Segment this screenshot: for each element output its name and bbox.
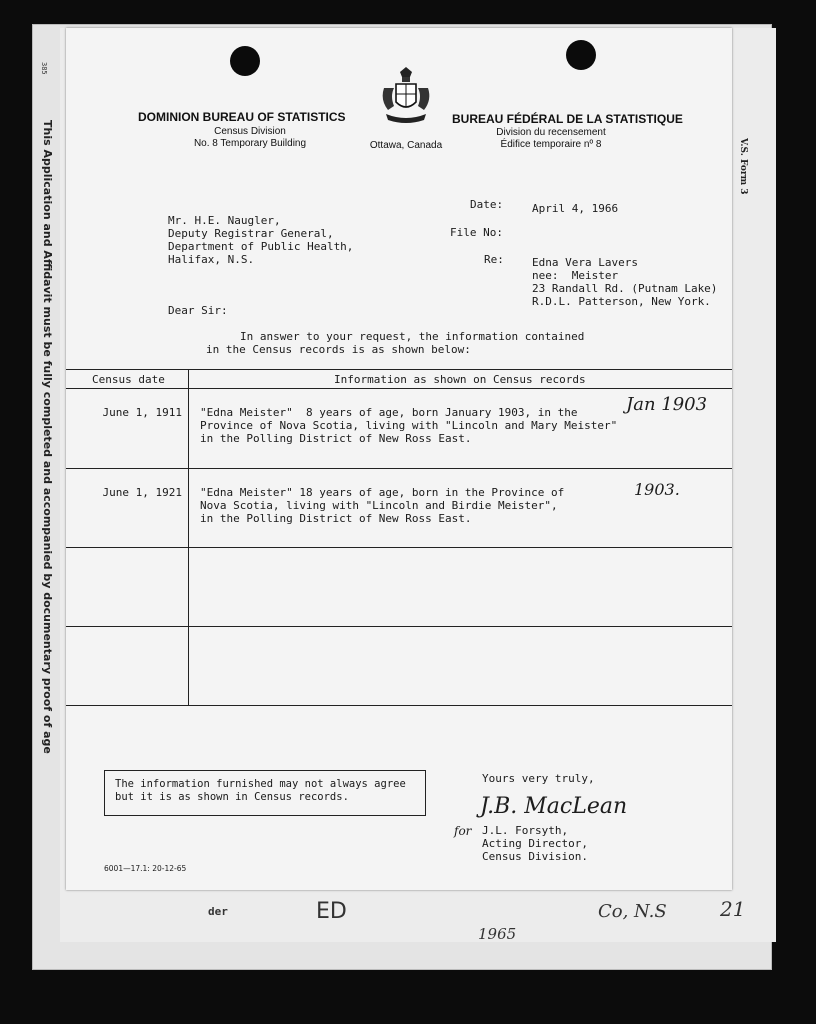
column-header-date: Census date bbox=[92, 373, 165, 386]
building-fr: Édifice temporaire nº 8 bbox=[500, 139, 602, 150]
table-rule bbox=[66, 468, 732, 469]
for-mark: for bbox=[454, 824, 472, 838]
signer-name: J.L. Forsyth, bbox=[482, 824, 569, 837]
punch-hole bbox=[230, 46, 260, 76]
date-value: April 4, 1966 bbox=[532, 202, 619, 215]
handwritten-note: 1903. bbox=[634, 480, 680, 499]
census-info-line: in the Polling District of New Ross East. bbox=[200, 432, 472, 445]
re-line: R.D.L. Patterson, New York. bbox=[532, 295, 711, 308]
division-en: Census Division bbox=[214, 126, 286, 137]
location: Ottawa, Canada bbox=[369, 140, 443, 151]
punch-hole bbox=[566, 40, 596, 70]
coat-of-arms-icon bbox=[378, 66, 434, 128]
underlying-text-c: Co, N.S bbox=[598, 901, 667, 922]
side-note: This Application and Affidavit must be fully completed and accompanied by documentary proof of age bbox=[41, 120, 54, 754]
handwritten-note: Jan 1903 bbox=[626, 394, 708, 415]
page-number: 385 bbox=[40, 62, 48, 75]
letter-page bbox=[66, 28, 732, 890]
re-line: nee: Meister bbox=[532, 269, 619, 282]
table-rule bbox=[66, 388, 732, 389]
census-info-line: Nova Scotia, living with "Lincoln and Birdie Meister", bbox=[200, 499, 558, 512]
re-label: Re: bbox=[484, 253, 504, 266]
census-info-line: "Edna Meister" 18 years of age, born in the Province of bbox=[200, 486, 565, 499]
underlying-form-strip bbox=[100, 895, 760, 965]
intro-line: In answer to your request, the information contained bbox=[240, 330, 585, 343]
form-code: 6001—17.1: 20-12-65 bbox=[104, 864, 187, 873]
underlying-text-b: ED bbox=[316, 899, 347, 924]
building-en: No. 8 Temporary Building bbox=[193, 138, 307, 149]
file-no-label: File No: bbox=[450, 226, 503, 239]
bureau-title-en: DOMINION BUREAU OF STATISTICS bbox=[138, 110, 346, 124]
addressee-line: Mr. H.E. Naugler, bbox=[168, 214, 281, 227]
bureau-title-fr: BUREAU FÉDÉRAL DE LA STATISTIQUE bbox=[452, 112, 683, 126]
table-rule bbox=[66, 369, 732, 370]
re-line: 23 Randall Rd. (Putnam Lake) bbox=[532, 282, 718, 295]
date-label: Date: bbox=[470, 198, 504, 211]
signer-title: Acting Director, bbox=[482, 837, 588, 850]
table-rule bbox=[66, 547, 732, 548]
addressee-line: Department of Public Health, bbox=[168, 240, 354, 253]
signature: J.B. MacLean bbox=[480, 794, 628, 819]
census-date: June 1, 1921 bbox=[102, 486, 182, 499]
division-fr: Division du recensement bbox=[496, 127, 606, 138]
census-info-line: in the Polling District of New Ross East. bbox=[200, 512, 472, 525]
table-rule bbox=[66, 705, 732, 706]
addressee-line: Halifax, N.S. bbox=[168, 253, 255, 266]
disclaimer-line: but it is as shown in Census records. bbox=[115, 791, 349, 803]
census-info-line: Province of Nova Scotia, living with "Lincoln and Mary Meister" bbox=[200, 419, 618, 432]
underlying-text-e: 21 bbox=[720, 897, 746, 921]
addressee-line: Deputy Registrar General, bbox=[168, 227, 334, 240]
salutation: Dear Sir: bbox=[168, 304, 228, 317]
census-date: June 1, 1911 bbox=[102, 406, 182, 419]
re-line: Edna Vera Lavers bbox=[532, 256, 638, 269]
column-header-info: Information as shown on Census records bbox=[334, 373, 586, 386]
census-info-line: "Edna Meister" 8 years of age, born January 1903, in the bbox=[200, 406, 578, 419]
underlying-text-d: 1965 bbox=[478, 925, 517, 943]
underlying-text-a: der bbox=[208, 905, 228, 918]
signer-division: Census Division. bbox=[482, 850, 588, 863]
form-id: V.S. Form 3 bbox=[738, 138, 748, 195]
disclaimer-line: The information furnished may not always agree bbox=[115, 778, 406, 790]
valediction: Yours very truly, bbox=[482, 772, 595, 785]
intro-line: in the Census records is as shown below: bbox=[206, 343, 471, 356]
table-column-rule bbox=[188, 369, 189, 705]
table-rule bbox=[66, 626, 732, 627]
disclaimer-box bbox=[104, 770, 426, 816]
